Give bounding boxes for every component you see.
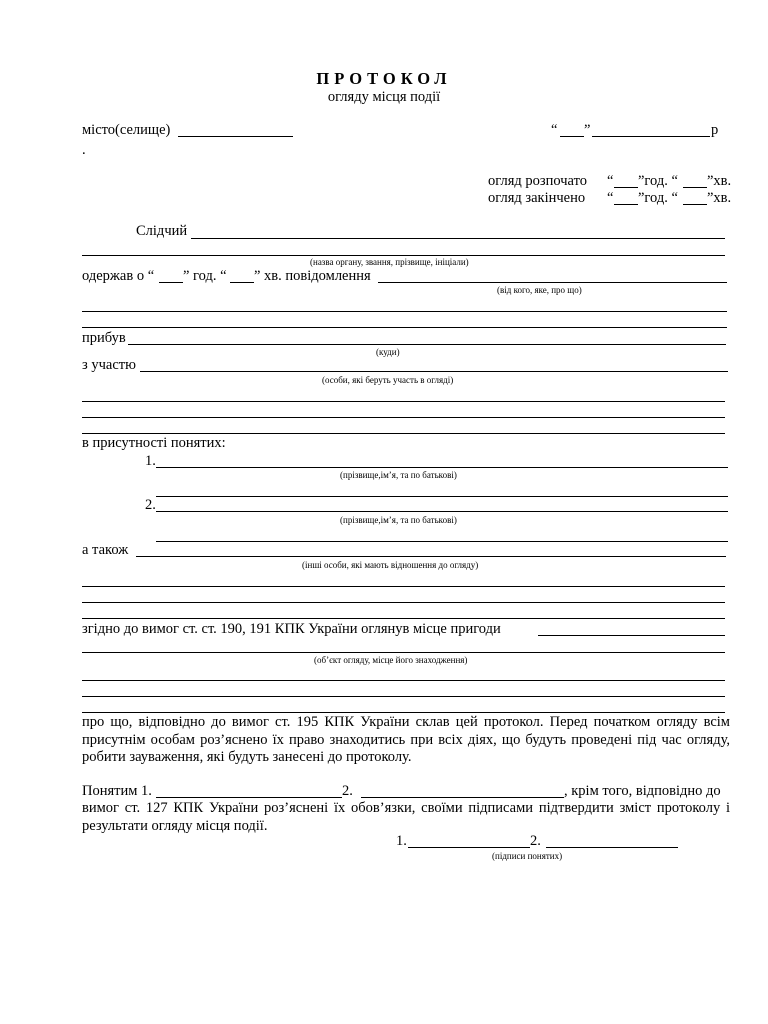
page-title: ПРОТОКОЛ <box>316 69 452 88</box>
investigator-field-line-2[interactable] <box>82 255 725 256</box>
witness-2-field-line-2[interactable] <box>156 541 728 542</box>
city-label: місто(селище) <box>82 122 171 138</box>
signature-1-number: 1. <box>396 833 407 849</box>
notification-field-line-2[interactable] <box>82 311 727 312</box>
received-minutes-field[interactable] <box>230 282 254 283</box>
witnesses-mid: 2. <box>342 783 353 799</box>
started-label: огляд розпочато <box>488 173 587 189</box>
paragraph-obligations: вимог ст. 127 КПК України роз’яснені їх обов’язки, своїми підписами підтвердити зміст протоколу і результати огляду місця події. <box>82 800 730 834</box>
date-month-field[interactable] <box>592 136 710 137</box>
year-suffix: р <box>711 122 719 138</box>
ended-minutes-label: ”хв. <box>707 190 732 206</box>
received-hours-field[interactable] <box>159 282 183 283</box>
caption-from-whom: (від кого, яке, про що) <box>497 285 582 295</box>
date-quote-open: “ <box>551 122 558 138</box>
participation-field-line-2[interactable] <box>82 401 725 402</box>
notification-field[interactable] <box>378 282 727 283</box>
started-hours-field[interactable] <box>614 187 638 188</box>
received-label-3: ” хв. повідомлення <box>254 268 371 284</box>
received-label-2: ” год. “ <box>183 268 227 284</box>
inspected-field-line-4[interactable] <box>82 696 725 697</box>
obligation-witness-1-field[interactable] <box>156 797 342 798</box>
participation-field-line-3[interactable] <box>82 417 725 418</box>
also-field[interactable] <box>136 556 726 557</box>
inspected-field-line-3[interactable] <box>82 680 725 681</box>
arrived-label: прибув <box>82 330 126 346</box>
witness-1-field[interactable] <box>156 467 728 468</box>
also-field-line-2[interactable] <box>82 586 725 587</box>
also-field-line-4[interactable] <box>82 618 725 619</box>
caption-signatures: (підписи понятих) <box>492 851 563 861</box>
also-label: а також <box>82 542 129 558</box>
period-mark: . <box>82 142 86 158</box>
participation-field-line-4[interactable] <box>82 433 725 434</box>
inspected-field[interactable] <box>538 635 725 636</box>
ended-label: огляд закінчено <box>488 190 586 206</box>
paragraph-rights: про що, відповідно до вимог ст. 195 КПК України склав цей протокол. Перед початком огляду всім присутнім особам роз’яснено їх право знаходитись при всіх діях, що будуть проведені під час огляду, робити зауваження, які будуть занесені до протоколу. <box>82 714 730 765</box>
participation-label: з участю <box>82 357 136 373</box>
investigator-field[interactable] <box>191 238 725 239</box>
date-quote-close: ” <box>584 122 591 138</box>
caption-where: (куди) <box>376 347 400 357</box>
ended-minutes-field[interactable] <box>683 204 707 205</box>
witness-2-field[interactable] <box>156 511 728 512</box>
witnesses-tail: , крім того, відповідно до <box>564 783 721 799</box>
caption-investigator: (назва органу, звання, прізвище, ініціали) <box>310 257 469 267</box>
page-subtitle: огляду місця події <box>327 89 441 105</box>
obligation-witness-2-field[interactable] <box>361 797 564 798</box>
also-field-line-3[interactable] <box>82 602 725 603</box>
witness-1-number: 1. <box>145 453 156 469</box>
participation-field[interactable] <box>140 371 728 372</box>
ended-hours-label: ”год. “ <box>638 190 678 206</box>
signature-2-field[interactable] <box>546 847 678 848</box>
witness-1-field-line-2[interactable] <box>156 496 728 497</box>
caption-object: (об’єкт огляду, місце його знаходження) <box>314 655 468 665</box>
signature-2-number: 2. <box>530 833 541 849</box>
date-day-field[interactable] <box>560 136 584 137</box>
received-label-1: одержав о “ <box>82 268 155 284</box>
investigator-label: Слідчий <box>136 223 188 239</box>
witnesses-label: в присутності понятих: <box>82 435 226 451</box>
caption-witness-1: (прізвище,ім’я, та по батькові) <box>340 470 457 480</box>
caption-witness-2: (прізвище,ім’я, та по батькові) <box>340 515 457 525</box>
started-hours-label: ”год. “ <box>638 173 678 189</box>
inspected-field-line-5[interactable] <box>82 712 725 713</box>
started-quote: “ <box>607 173 614 189</box>
arrived-field[interactable] <box>128 344 726 345</box>
inspected-label: згідно до вимог ст. ст. 190, 191 КПК України оглянув місце пригоди <box>82 621 501 637</box>
started-minutes-label: ”хв. <box>707 173 732 189</box>
signature-1-field[interactable] <box>408 847 530 848</box>
caption-others: (інші особи, які мають відношення до огляду) <box>302 560 479 570</box>
caption-participants: (особи, які беруть участь в огляді) <box>322 375 454 385</box>
notification-field-line-3[interactable] <box>82 327 727 328</box>
started-minutes-field[interactable] <box>683 187 707 188</box>
witnesses-intro: Понятим 1. <box>82 783 152 799</box>
ended-quote: “ <box>607 190 614 206</box>
ended-hours-field[interactable] <box>614 204 638 205</box>
city-field[interactable] <box>178 136 293 137</box>
witness-2-number: 2. <box>145 497 156 513</box>
inspected-field-line-2[interactable] <box>82 652 725 653</box>
